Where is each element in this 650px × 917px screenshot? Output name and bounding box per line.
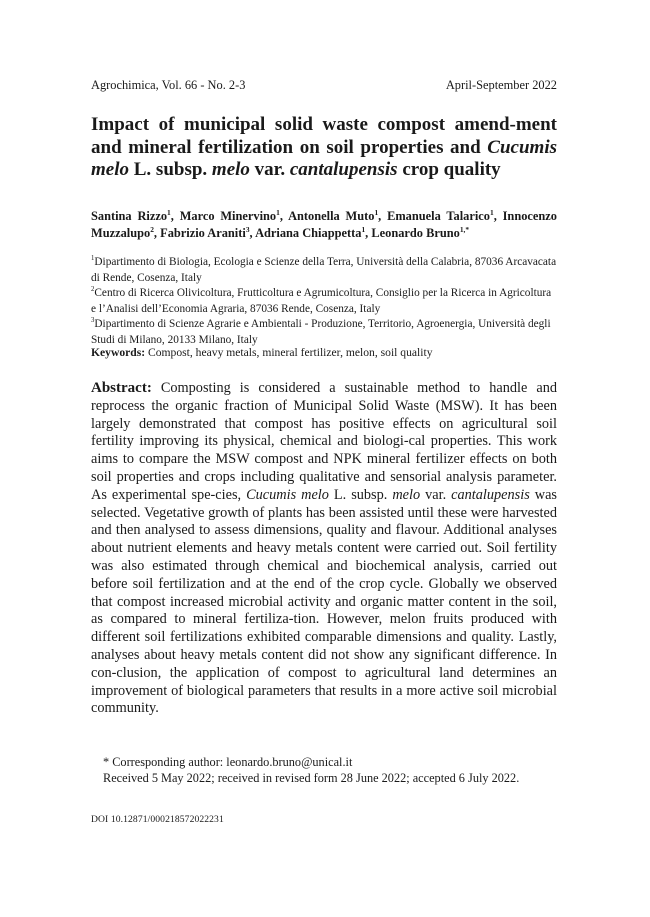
- title-subspecies: melo: [211, 159, 250, 180]
- author: Leonardo Bruno$^{1,*}$: [371, 224, 470, 240]
- author: Adriana Chiappetta$^1$: [255, 224, 366, 240]
- abstract: [91, 380, 557, 718]
- author: Fabrizio Araniti$^3$: [160, 224, 250, 240]
- abstract-variety: cantalupensis: [451, 486, 530, 503]
- author: Emanuela Talarico$^1$: [387, 207, 494, 223]
- title-text-2: L. subsp.: [129, 159, 212, 180]
- affiliation: $^1$Dipartimento di Biologia, Ecologia e Scienze della Terra, Università della Calabria, 87036 Arcavacata di Rende, Cosenza, Italy: [91, 255, 557, 284]
- journal-name: Agrochimica, Vol. 66 - No. 2-3: [91, 78, 246, 92]
- running-header: [91, 78, 557, 93]
- author: Innocenzo Muzzalupo$^2$: [91, 209, 557, 240]
- title-text-4: crop quality: [397, 159, 501, 180]
- footnote: [103, 754, 563, 786]
- title-species: Cucumis melo: [91, 136, 557, 180]
- keywords-label: Keywords:: [91, 346, 146, 359]
- keywords: [91, 345, 557, 360]
- affiliation: $^2$Centro di Ricerca Olivicoltura, Frutticoltura e Agrumicoltura, Consiglio per la Ricerca in Agricoltura e l’Analisi dell’Economia Agraria, 87036 Rende, Cosenza, Italy: [91, 286, 552, 315]
- abstract-text-3: var.: [420, 486, 452, 503]
- corresponding-author: * Corresponding author: leonardo.bruno@unical.it: [103, 755, 353, 769]
- keywords-text: Compost, heavy metals, mineral fertilizer, melon, soil quality: [145, 346, 433, 359]
- author: Antonella Muto$^1$: [288, 207, 379, 223]
- title-text-1: Impact of municipal solid waste compost amend-ment and mineral fertilization on soil properties and: [91, 114, 557, 158]
- abstract-label: Abstract:: [91, 380, 152, 396]
- author: Marco Minervino$^1$: [179, 207, 280, 223]
- issue-date: April-September 2022: [445, 78, 557, 92]
- abstract-subspecies: melo: [392, 486, 421, 503]
- doi: DOI 10.12871/000218572022231: [91, 814, 224, 825]
- affiliation-list: [91, 255, 557, 349]
- title-text-3: var.: [249, 159, 290, 180]
- abstract-text-2: L. subsp.: [328, 486, 393, 503]
- author-list: Santina Rizzo$^1$, Marco Minervino$^1$, Antonella Muto$^1$, Emanuela Talarico$^1$, Innocenzo Muzzalupo$^2$, Fabrizio Araniti$^3$, Adriana Chiappetta$^1$, Leonardo Bruno$^{1,*}$: [91, 207, 557, 240]
- title-variety: cantalupensis: [289, 159, 398, 180]
- abstract-species: Cucumis melo: [246, 486, 329, 503]
- abstract-text-1: Composting is considered a sustainable method to handle and reprocess the organic fraction of Municipal Solid Waste (MSW). It has been largely demonstrated that compost has positive effects on agricultural soil fertility improving its physical, chemical and biologi-cal properties. This work aims to compare the MSW compost and NPK mineral fertilizer effects on both soil properties and crops including qualitative and sensorial analysis parameter. As experimental spe-cies,: [91, 380, 557, 503]
- affiliation: $^3$Dipartimento di Scienze Agrarie e Ambientali - Produzione, Territorio, Agroenergia, Università degli Studi di Milano, 20133 Milano, Italy: [91, 317, 551, 346]
- received-dates: Received 5 May 2022; received in revised form 28 June 2022; accepted 6 July 2022.: [103, 771, 520, 785]
- paper-title: [91, 114, 557, 182]
- author: Santina Rizzo$^1$: [91, 207, 171, 223]
- abstract-text-4: was selected. Vegetative growth of plants has been assisted until these were harvested and then analysed to assess dimensions, quality and flavour. Additional analyses about nutrient elements and heavy metals content were carried out. Soil fertility was also estimated through chemical and biochemical analysis, carried out before soil fertilization and at the end of the crop cycle. Globally we observed that compost increased microbial activity and organic matter content in the soil, as compared to mineral fertiliza-tion. However, melon fruits produced with different soil fertilizations exhibited comparable dimensions and quality. Lastly, analyses about heavy metals content did not show any significant difference. In con-clusion, the application of compost to agricultural land determines an improvement of biological parameters that results in a more active soil microbial community.: [91, 486, 557, 717]
